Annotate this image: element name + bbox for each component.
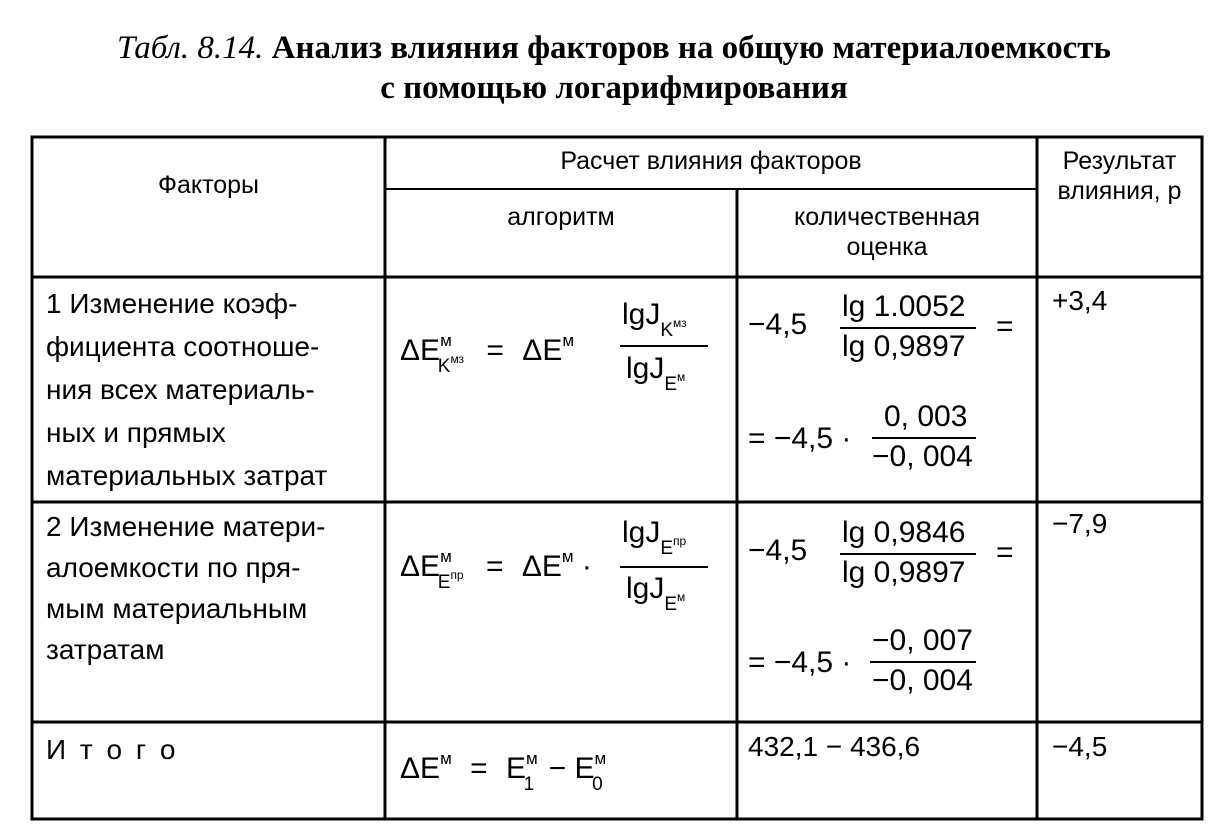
lgj: lgJ <box>622 298 661 331</box>
subscript-letter: E <box>664 594 678 615</box>
row-2-quant-denominator: lg 0,9897 <box>842 556 966 589</box>
header-quant <box>737 202 1037 262</box>
delta-e: ΔE <box>521 550 562 583</box>
caption-label: Табл. 8.14. <box>117 30 264 66</box>
equals-sign: = <box>485 550 504 583</box>
row-2-quant-equals: = <box>996 536 1014 569</box>
subscript-letter: E <box>437 572 451 593</box>
row-2-result: −7,9 <box>1052 508 1108 539</box>
row-1-quant-numerator-2: 0, 003 <box>884 400 968 433</box>
factor-line: фициента соотноше- <box>46 331 320 362</box>
factor-line: ния всех материаль- <box>46 374 315 405</box>
equals-sign: = <box>486 334 504 367</box>
total-formula <box>400 749 607 795</box>
subscript-letter: E <box>664 374 678 395</box>
subscript: 1 <box>523 774 535 795</box>
row-2-quant-denominator-2: −0, 004 <box>872 664 973 697</box>
fraction-bar <box>840 553 976 555</box>
delta-e: ΔE <box>400 752 441 785</box>
subscript <box>664 370 686 395</box>
superscript: м <box>525 749 538 768</box>
row-2-algorithm-denominator <box>626 572 686 615</box>
superscript: м <box>561 547 574 566</box>
row-2-quant-coef: −4,5 <box>748 534 808 567</box>
fraction-bar <box>872 437 976 439</box>
subscript-sup: м <box>677 590 686 604</box>
row-1-algorithm-denominator <box>626 352 686 395</box>
header-algorithm: алгоритм <box>507 203 615 231</box>
total-result: −4,5 <box>1052 731 1108 762</box>
caption-text: Анализ влияния факторов на общую материалоемкость <box>271 30 1111 66</box>
header-factors: Факторы <box>157 171 260 199</box>
lgj: lgJ <box>626 572 665 605</box>
row-2-factor <box>46 509 325 673</box>
row-1-algorithm-numerator <box>622 298 687 341</box>
subscript-sup: мз <box>450 352 465 366</box>
equals-sign: = <box>470 752 488 785</box>
e-0: E <box>574 752 595 785</box>
subscript-sup: пр <box>673 534 687 548</box>
fraction-bar <box>870 661 976 663</box>
subscript <box>660 316 687 341</box>
row-2-quant-numerator-2: −0, 007 <box>872 624 973 657</box>
superscript: м <box>594 749 607 768</box>
row-2-quant-numerator: lg 0,9846 <box>842 516 966 549</box>
subscript-sup: пр <box>450 568 464 582</box>
e-1: E <box>505 752 526 785</box>
row-1-quant-coef: −4,5 <box>748 308 808 341</box>
header-quant-line-1: количественная <box>794 203 980 231</box>
row-1-algorithm-lhs <box>400 331 575 377</box>
row-1-quant-numerator: lg 1.0052 <box>842 290 966 323</box>
row-1-result: +3,4 <box>1052 285 1108 316</box>
minus-sign: − <box>548 752 567 785</box>
factor-line: мым материальным <box>46 593 308 624</box>
delta-e: ΔE <box>522 334 563 367</box>
header-result <box>1037 146 1202 206</box>
header-result-line-1: Результат <box>1062 147 1177 175</box>
lgj: lgJ <box>622 516 661 549</box>
subscript: 0 <box>592 774 603 795</box>
subscript <box>664 590 686 615</box>
total-quant: 432,1 − 436,6 <box>748 731 921 762</box>
factor-line: ных и прямых <box>46 417 226 448</box>
row-2-quant-prefix: = −4,5 · <box>748 646 852 679</box>
factor-line: 2 Изменение матери- <box>46 511 326 542</box>
row-2-algorithm-numerator <box>622 516 687 559</box>
row-1-quant-prefix: = −4,5 · <box>748 422 852 455</box>
row-1-quant-denominator: lg 0,9897 <box>842 330 966 363</box>
factor-line: материальных затрат <box>46 460 328 491</box>
subscript-letter: K <box>437 356 451 377</box>
row-1-factor <box>46 286 327 501</box>
superscript: м <box>440 331 452 350</box>
subscript-sup: мз <box>673 316 687 330</box>
factor-line: затратам <box>46 634 165 665</box>
fraction-bar <box>620 566 708 568</box>
superscript: м <box>562 331 575 350</box>
subscript-letter: E <box>660 538 674 559</box>
delta-e: ΔE <box>400 334 441 367</box>
fraction-bar <box>840 327 976 329</box>
superscript: м <box>440 547 452 566</box>
lgj: lgJ <box>626 352 665 385</box>
row-2-algorithm-lhs <box>400 547 592 593</box>
subscript <box>437 568 464 593</box>
delta-e: ΔE <box>400 550 441 583</box>
factor-line: 1 Изменение коэф- <box>46 288 298 319</box>
header-quant-line-2: оценка <box>846 233 928 261</box>
row-1-quant-equals: = <box>996 310 1014 343</box>
subscript <box>660 534 687 559</box>
header-result-line-2: влияния, р <box>1057 177 1182 205</box>
row-1-quant-denominator-2: −0, 004 <box>872 440 973 473</box>
caption-line-2: с помощью логарифмирования <box>380 70 848 106</box>
subscript-sup: м <box>677 370 686 384</box>
subscript-letter: K <box>660 320 674 341</box>
superscript: м <box>440 749 452 768</box>
subscript <box>437 352 465 377</box>
total-label: И т о г о <box>46 734 179 765</box>
multiply-dot: · <box>581 550 592 583</box>
fraction-bar <box>620 345 708 347</box>
header-calc: Расчет влияния факторов <box>560 147 862 175</box>
factor-line: алоемкости по пря- <box>46 552 301 583</box>
